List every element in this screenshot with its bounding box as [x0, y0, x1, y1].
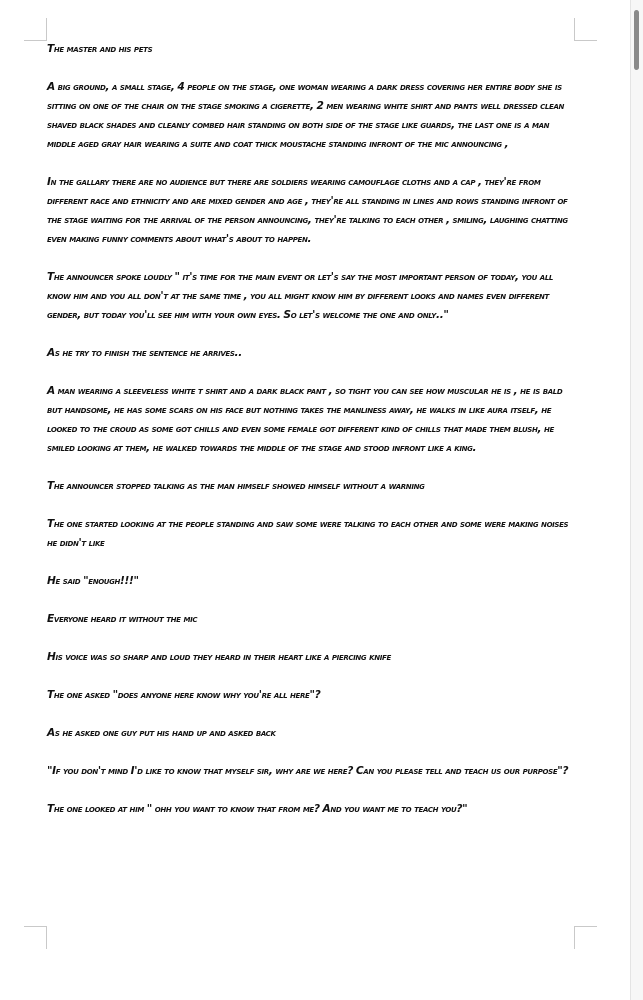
document-title: The master and his pets — [47, 43, 153, 55]
paragraph: The one started looking at the people standing and saw some were talking to each other and some were making noises he didn't like — [47, 518, 569, 549]
crop-mark-bottom-right — [574, 926, 597, 949]
crop-mark-top-right — [574, 18, 597, 41]
paragraph: His voice was so sharp and loud they heard in their heart like a piercing knife — [47, 651, 391, 663]
scrollbar-thumb[interactable] — [634, 10, 639, 70]
paragraph: Everyone heard it without the mic — [47, 613, 198, 625]
paragraph: In the gallary there are no audience but there are soldiers wearing camouflage cloths and a cap , they're from different race and ethnicity and are mixed gender and age , they're all standing in lines and rows standing infront of the stage waiting for the arrival of the person announcing, they're talking to each other , smiling, laughing chatting even making funny comments about what's about to happen. — [47, 176, 568, 245]
paragraph: As he asked one guy put his hand up and asked back — [47, 727, 276, 739]
paragraph: The one asked "does anyone here know why you're all here"? — [47, 689, 321, 701]
paragraph: The one looked at him " ohh you want to know that from me? And you want me to teach you?" — [47, 803, 468, 815]
paragraph: He said "enough!!!" — [47, 575, 139, 587]
crop-mark-bottom-left — [24, 926, 47, 949]
paragraph: A man wearing a sleeveless white t shirt and a dark black pant , so tight you can see how muscular he is , he is bald but handsome, he has some scars on his face but nothing takes the manliness away, he walks in like aura itself, he looked to the croud as some got chills and even some female got different kind of chills that made them blush, he smiled looking at them, he walked towards the middle of the stage and stood infront like a king. — [47, 385, 563, 454]
document-body — [47, 40, 579, 838]
paragraph: "If you don't mind I'd like to know that myself sir, why are we here? Can you please tell and teach us our purpose"? — [47, 765, 569, 777]
vertical-scrollbar[interactable] — [630, 0, 643, 1000]
paragraph: As he try to finish the sentence he arrives.. — [47, 347, 242, 359]
crop-mark-top-left — [24, 18, 47, 41]
paragraph: The announcer stopped talking as the man himself showed himself without a warning — [47, 480, 425, 492]
paragraph: A big ground, a small stage, 4 people on the stage, one woman wearing a dark dress covering her entire body she is sitting on one of the chair on the stage smoking a cigerette, 2 men wearing white shirt and pants well dressed clean shaved black shades and cleanly combed hair standing on both side of the stage like guards, the last one is a man middle aged gray hair wearing a suite and coat thick moustache standing infront of the mic announcing , — [47, 81, 565, 150]
paragraph: The announcer spoke loudly " it's time for the main event or let's say the most important person of today, you all know him and you all don't at the same time , you all might know him by different looks and names even different gender, but today you'll see him with your own eyes. So let's welcome the one and only.." — [47, 271, 554, 321]
